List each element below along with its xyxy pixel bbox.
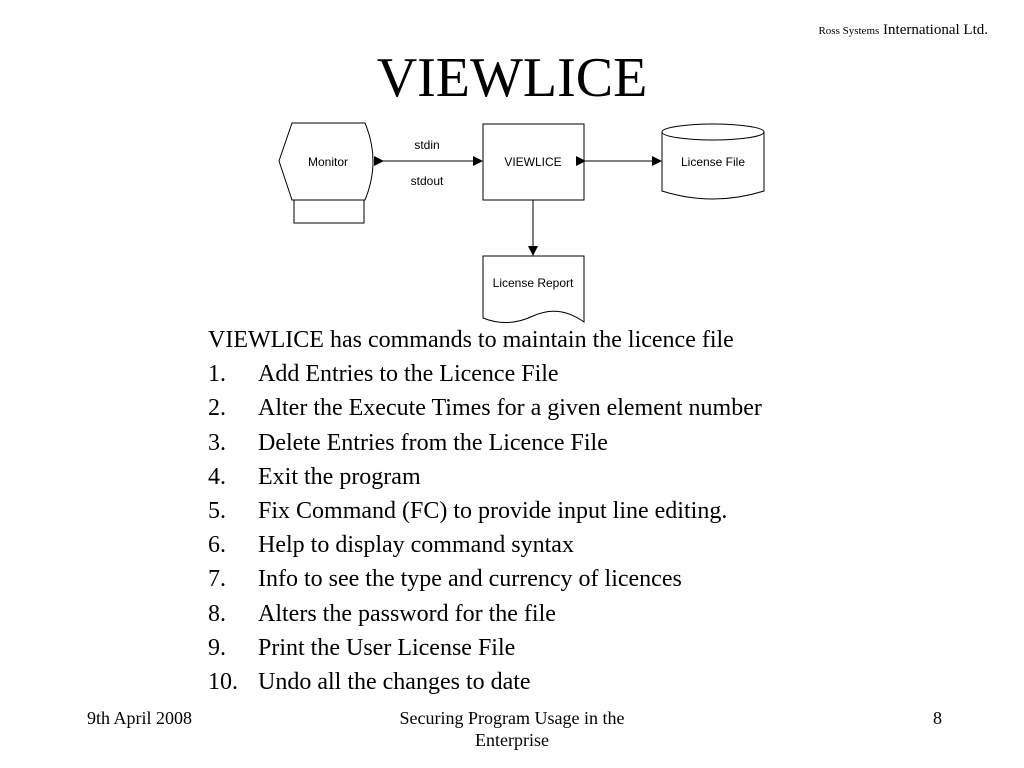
list-item-text: Alters the password for the file: [258, 600, 556, 627]
command-list: [208, 357, 988, 699]
list-item: [208, 494, 988, 528]
list-item-number: 8.: [208, 600, 226, 627]
list-item-text: Exit the program: [258, 463, 421, 490]
footer-title: [362, 707, 662, 751]
list-item: [208, 665, 988, 699]
list-item: [208, 562, 988, 596]
list-item-text: Info to see the type and currency of licences: [258, 566, 682, 593]
list-item: [208, 597, 988, 631]
list-item-text: Delete Entries from the Licence File: [258, 429, 608, 456]
list-item-number: 10.: [208, 669, 238, 696]
list-item-number: 7.: [208, 566, 226, 593]
list-item-text: Undo all the changes to date: [258, 669, 531, 696]
footer-page-number: 8: [933, 708, 942, 728]
license-report-node: [483, 256, 584, 323]
program-node: [483, 124, 584, 200]
list-item-number: 2.: [208, 395, 226, 422]
license-file-node: [662, 124, 764, 199]
license-report-label: License Report: [492, 276, 574, 290]
list-item-number: 6.: [208, 532, 226, 559]
stdin-stdout-connector: [383, 138, 482, 188]
footer-title-line1: Securing Program Usage in the: [399, 708, 625, 728]
program-label: VIEWLICE: [504, 155, 562, 169]
stdout-label: stdout: [410, 174, 444, 188]
footer-date: 9th April 2008: [87, 708, 193, 728]
list-item: [208, 357, 988, 391]
stdin-label: stdin: [414, 138, 440, 152]
company-name-rest: International Ltd.: [883, 22, 988, 38]
list-item-text: Add Entries to the Licence File: [258, 361, 559, 388]
list-item-text: Print the User License File: [258, 634, 516, 661]
list-item: [208, 460, 988, 494]
slide-title: VIEWLICE: [376, 47, 648, 109]
list-item: [208, 631, 988, 665]
list-item-number: 4.: [208, 463, 226, 490]
flow-diagram: [0, 0, 1024, 330]
command-list-section: [208, 323, 988, 699]
list-item: [208, 528, 988, 562]
list-item: [208, 426, 988, 460]
company-name-small: Ross Systems: [818, 25, 880, 37]
monitor-base: [294, 200, 364, 223]
list-item-number: 1.: [208, 361, 226, 388]
list-item-number: 3.: [208, 429, 226, 456]
list-item-number: 5.: [208, 498, 226, 525]
license-file-top: [662, 124, 764, 140]
list-item-text: Help to display command syntax: [258, 532, 574, 559]
monitor-node: [279, 123, 373, 223]
list-item-text: Alter the Execute Times for a given element number: [258, 395, 762, 422]
license-file-label: License File: [680, 155, 746, 169]
list-item-text: Fix Command (FC) to provide input line editing.: [258, 498, 728, 525]
list-item-number: 9.: [208, 634, 226, 661]
list-item: [208, 391, 988, 425]
footer-title-line2: Enterprise: [475, 730, 549, 750]
intro-text: VIEWLICE has commands to maintain the licence file: [208, 327, 734, 353]
monitor-label: Monitor: [307, 155, 349, 169]
